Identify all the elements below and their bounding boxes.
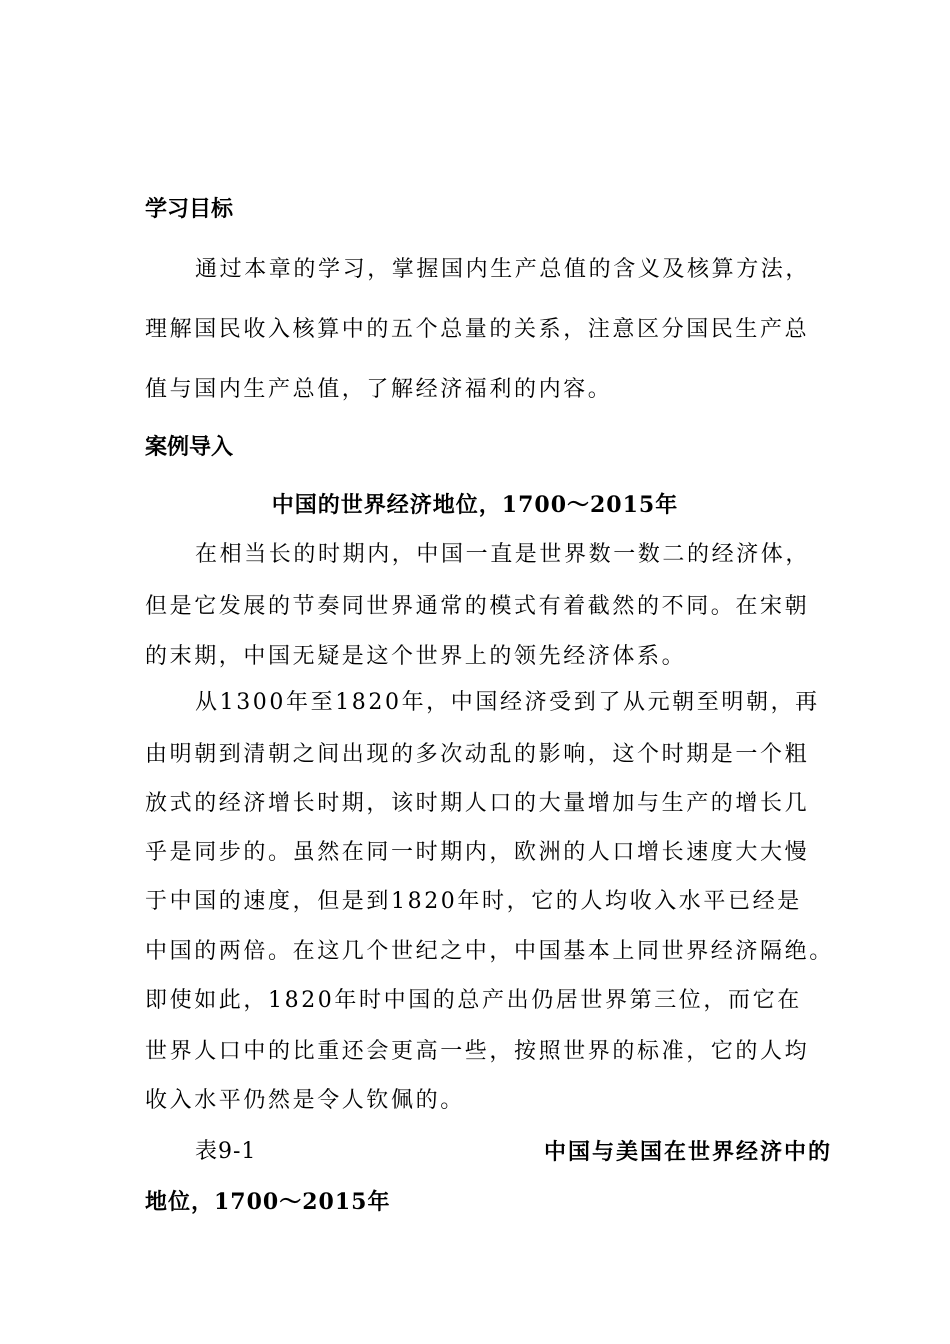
paragraph1-line-2: 但是它发展的节奏同世界通常的模式有着截然的不同。在宋朝 — [145, 594, 810, 619]
paragraph2-line-5: 于中国的速度，但是到1820年时，它的人均收入水平已经是 — [145, 889, 802, 914]
paragraph1-line-1: 在相当长的时期内，中国一直是世界数一数二的经济体， — [195, 542, 811, 567]
paragraph2-line-1: 从1300年至1820年，中国经济受到了从元朝至明朝，再 — [195, 690, 820, 715]
case-intro-heading: 案例导入 — [145, 435, 234, 460]
objectives-line-1: 通过本章的学习，掌握国内生产总值的含义及核算方法， — [195, 257, 811, 282]
objectives-line-2: 理解国民收入核算中的五个总量的关系，注意区分国民生产总 — [145, 317, 810, 342]
learning-objectives-heading: 学习目标 — [145, 197, 234, 222]
paragraph2-line-4: 乎是同步的。虽然在同一时期内，欧洲的人口增长速度大大慢 — [145, 840, 810, 865]
table-title: 中国与美国在世界经济中的 — [543, 1139, 832, 1165]
paragraph2-line-6: 中国的两倍。在这几个世纪之中，中国基本上同世界经济隔绝。 — [145, 939, 834, 964]
paragraph2-line-3: 放式的经济增长时期，该时期人口的大量增加与生产的增长几 — [145, 791, 810, 816]
paragraph2-line-9: 收入水平仍然是令人钦佩的。 — [145, 1088, 465, 1113]
objectives-line-3: 值与国内生产总值，了解经济福利的内容。 — [145, 377, 613, 402]
paragraph2-line-7: 即使如此，1820年时中国的总产出仍居世界第三位，而它在 — [145, 988, 802, 1013]
paragraph2-line-2: 由明朝到清朝之间出现的多次动乱的影响，这个时期是一个粗 — [145, 742, 810, 767]
table-title-continued: 地位，1700～2015年 — [145, 1189, 391, 1215]
paragraph2-line-8: 世界人口中的比重还会更高一些，按照世界的标准，它的人均 — [145, 1039, 810, 1064]
table-number: 表9-1 — [195, 1139, 257, 1164]
case-title: 中国的世界经济地位，1700～2015年 — [271, 492, 679, 518]
paragraph1-line-3: 的末期，中国无疑是这个世界上的领先经济体系。 — [145, 644, 687, 669]
